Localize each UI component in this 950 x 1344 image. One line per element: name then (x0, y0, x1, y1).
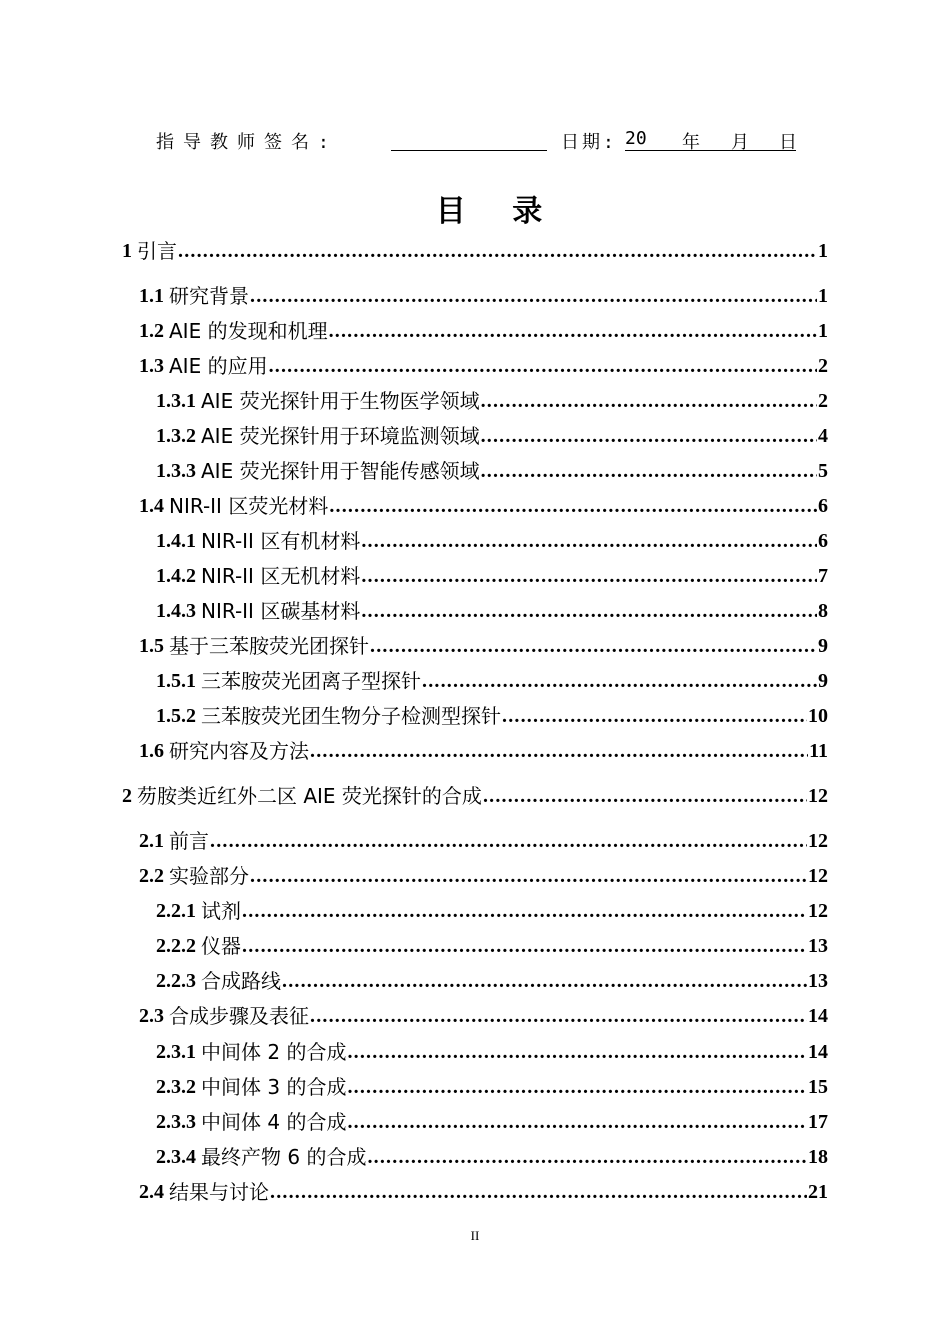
toc-dot-leader (361, 597, 817, 625)
toc-dot-leader (347, 1073, 807, 1101)
toc-entry[interactable] (156, 702, 828, 730)
toc-entry-title: 三苯胺荧光团生物分子检测型探针 (201, 704, 501, 728)
toc-dot-leader (242, 932, 807, 960)
toc-dot-leader (481, 387, 817, 415)
toc-entry-title: 仪器 (201, 934, 241, 958)
toc-entry-number: 1.3.3 (156, 460, 196, 482)
toc-dot-leader (210, 827, 807, 855)
toc-entry-page: 12 (808, 900, 828, 922)
toc-entry-title: AIE 荧光探针用于环境监测领域 (201, 424, 480, 448)
toc-entry-title: AIE 的发现和机理 (169, 319, 328, 343)
toc-entry-number: 1.4.3 (156, 600, 196, 622)
toc-entry-title: NIR-II 区有机材料 (201, 529, 361, 553)
toc-entry-page: 9 (818, 635, 828, 657)
toc-entry-title: 最终产物 6 的合成 (201, 1145, 367, 1169)
toc-entry-number: 2.3 (139, 1005, 164, 1027)
supervisor-signature-label: 指导教师签名: (156, 132, 338, 153)
toc-entry-page: 9 (818, 670, 828, 692)
toc-entry-page: 14 (808, 1005, 828, 1027)
toc-entry[interactable] (139, 632, 828, 660)
toc-dot-leader (310, 1002, 807, 1030)
toc-entry-page: 1 (818, 240, 828, 262)
toc-entry-title: 中间体 3 的合成 (201, 1075, 347, 1099)
toc-entry-page: 6 (818, 495, 828, 517)
toc-dot-leader (250, 862, 807, 890)
toc-entry-page: 8 (818, 600, 828, 622)
toc-dot-leader (329, 492, 817, 520)
toc-entry[interactable] (156, 967, 828, 995)
date-month-char: 月 (731, 132, 749, 153)
toc-entry-title: 中间体 2 的合成 (201, 1040, 347, 1064)
toc-entry-number: 2.2.2 (156, 935, 196, 957)
toc-entry-title: AIE 的应用 (169, 354, 268, 378)
toc-entry-number: 1.1 (139, 285, 164, 307)
toc-entry-page: 17 (808, 1111, 828, 1133)
toc-dot-leader (329, 317, 817, 345)
toc-entry[interactable] (156, 1108, 828, 1136)
toc-entry-title: 合成步骤及表征 (169, 1004, 309, 1028)
date-label: 日期: (561, 132, 617, 153)
toc-dot-leader (347, 1108, 807, 1136)
toc-entry[interactable] (156, 1143, 828, 1171)
toc-entry-number: 2.2 (139, 865, 164, 887)
toc-entry-title: AIE 荧光探针用于生物医学领域 (201, 389, 480, 413)
toc-entry-title: 结果与讨论 (169, 1180, 269, 1204)
toc-entry[interactable] (156, 667, 828, 695)
toc-dot-leader (481, 422, 817, 450)
toc-entry[interactable] (156, 597, 828, 625)
toc-dot-leader (269, 352, 817, 380)
toc-entry[interactable] (156, 897, 828, 925)
toc-entry[interactable] (156, 422, 828, 450)
toc-entry-page: 13 (808, 935, 828, 957)
toc-dot-leader (481, 457, 817, 485)
toc-entry-number: 1.4 (139, 495, 164, 517)
toc-entry-number: 2.3.2 (156, 1076, 196, 1098)
toc-title: 目 录 (435, 194, 561, 229)
toc-entry-number: 2 (122, 785, 132, 807)
toc-entry-number: 2.3.3 (156, 1111, 196, 1133)
toc-entry-page: 21 (808, 1181, 828, 1203)
date-year-prefix: 20 (625, 128, 647, 149)
toc-dot-leader (502, 702, 807, 730)
toc-entry-page: 2 (818, 390, 828, 412)
toc-entry-number: 2.2.1 (156, 900, 196, 922)
toc-entry-page: 2 (818, 355, 828, 377)
toc-entry[interactable] (156, 1073, 828, 1101)
date-year-char: 年 (682, 132, 700, 153)
toc-entry-title: NIR-II 区荧光材料 (169, 494, 329, 518)
toc-entry[interactable] (139, 1002, 828, 1030)
toc-entry[interactable] (156, 562, 828, 590)
toc-entry[interactable] (139, 737, 828, 765)
toc-entry-number: 1.5.1 (156, 670, 196, 692)
toc-entry[interactable] (122, 237, 828, 265)
toc-entry-page: 4 (818, 425, 828, 447)
toc-entry[interactable] (156, 527, 828, 555)
toc-entry-page: 11 (809, 740, 828, 762)
toc-entry-title: 合成路线 (201, 969, 281, 993)
toc-entry-number: 1.3 (139, 355, 164, 377)
toc-entry[interactable] (139, 492, 828, 520)
toc-entry[interactable] (139, 862, 828, 890)
toc-entry[interactable] (122, 782, 828, 810)
toc-entry-page: 12 (808, 785, 828, 807)
toc-entry[interactable] (139, 352, 828, 380)
toc-entry-title: AIE 荧光探针用于智能传感领域 (201, 459, 480, 483)
toc-dot-leader (367, 1143, 807, 1171)
toc-entry-title: NIR-II 区碳基材料 (201, 599, 361, 623)
toc-entry-page: 6 (818, 530, 828, 552)
toc-dot-leader (422, 667, 817, 695)
toc-entry-number: 2.2.3 (156, 970, 196, 992)
toc-entry-page: 10 (808, 705, 828, 727)
toc-entry-page: 13 (808, 970, 828, 992)
toc-entry-page: 5 (818, 460, 828, 482)
toc-entry-number: 2.4 (139, 1181, 164, 1203)
toc-entry-number: 1.4.2 (156, 565, 196, 587)
toc-entry[interactable] (139, 827, 828, 855)
toc-entry[interactable] (139, 1178, 828, 1206)
toc-entry-page: 15 (808, 1076, 828, 1098)
toc-dot-leader (242, 897, 807, 925)
toc-entry-number: 2.3.4 (156, 1146, 196, 1168)
toc-entry-page: 14 (808, 1041, 828, 1063)
toc-entry-number: 1.3.2 (156, 425, 196, 447)
toc-dot-leader (370, 632, 817, 660)
toc-dot-leader (178, 237, 817, 265)
toc-entry-page: 12 (808, 865, 828, 887)
toc-dot-leader (347, 1038, 807, 1066)
toc-entry-page: 1 (818, 320, 828, 342)
toc-entry-number: 2.1 (139, 830, 164, 852)
toc-entry-number: 1.5.2 (156, 705, 196, 727)
toc-entry-number: 1.5 (139, 635, 164, 657)
page-number: II (470, 1228, 480, 1243)
toc-entry-page: 18 (808, 1146, 828, 1168)
toc-dot-leader (361, 562, 817, 590)
toc-entry[interactable] (139, 317, 828, 345)
toc-entry-number: 1.2 (139, 320, 164, 342)
toc-entry-title: 试剂 (201, 899, 241, 923)
toc-entry[interactable] (156, 1038, 828, 1066)
toc-entry-title: 研究内容及方法 (169, 739, 309, 763)
toc-entry[interactable] (139, 282, 828, 310)
toc-entry-page: 1 (818, 285, 828, 307)
toc-entry-title: 基于三苯胺荧光团探针 (169, 634, 369, 658)
toc-dot-leader (270, 1178, 807, 1206)
toc-entry-number: 2.3.1 (156, 1041, 196, 1063)
toc-entry[interactable] (156, 387, 828, 415)
toc-entry-number: 1.6 (139, 740, 164, 762)
toc-entry-page: 12 (808, 830, 828, 852)
toc-entry-number: 1.3.1 (156, 390, 196, 412)
toc-dot-leader (483, 782, 807, 810)
toc-entry-number: 1.4.1 (156, 530, 196, 552)
toc-entry-title: NIR-II 区无机材料 (201, 564, 361, 588)
toc-entry-page: 7 (818, 565, 828, 587)
toc-entry-title: 芴胺类近红外二区 AIE 荧光探针的合成 (137, 784, 482, 808)
toc-entry-title: 中间体 4 的合成 (201, 1110, 347, 1134)
toc-dot-leader (250, 282, 817, 310)
toc-dot-leader (310, 737, 808, 765)
toc-entry[interactable] (156, 457, 828, 485)
toc-dot-leader (282, 967, 807, 995)
toc-entry-title: 三苯胺荧光团离子型探针 (201, 669, 421, 693)
toc-entry-title: 前言 (169, 829, 209, 853)
date-day-char: 日 (779, 132, 797, 153)
toc-entry-title: 研究背景 (169, 284, 249, 308)
toc-entry-title: 引言 (137, 239, 177, 263)
toc-dot-leader (361, 527, 817, 555)
toc-entry-number: 1 (122, 240, 132, 262)
toc-entry[interactable] (156, 932, 828, 960)
toc-entry-title: 实验部分 (169, 864, 249, 888)
